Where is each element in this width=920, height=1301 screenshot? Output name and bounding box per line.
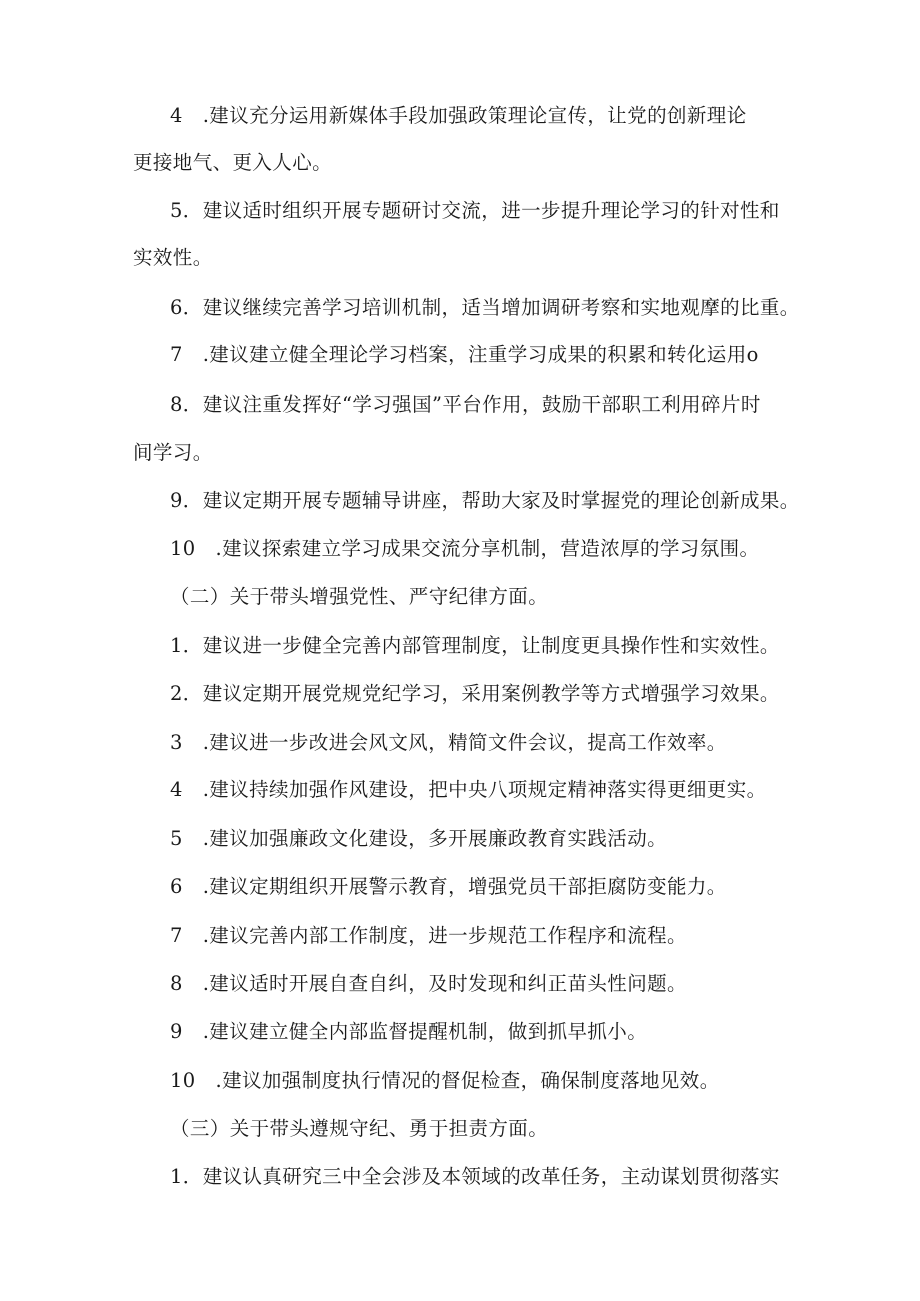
- text-line: 4 .建议充分运用新媒体手段加强政策理论宣传，让党的创新理论: [170, 104, 747, 127]
- text-line: 10 .建议探索建立学习成果交流分享机制，营造浓厚的学习氛围。: [170, 537, 760, 560]
- text-line: 5．建议适时组织开展专题研讨交流，进一步提升理论学习的针对性和: [170, 199, 780, 222]
- text-line: 9 .建议建立健全内部监督提醒机制，做到抓早抓小。: [170, 1020, 648, 1043]
- text-line: 10 .建议加强制度执行情况的督促检查，确保制度落地见效。: [170, 1069, 720, 1092]
- text-line: 2．建议定期开展党规党纪学习，采用案例教学等方式增强学习效果。: [170, 682, 780, 705]
- text-line: 7 .建议完善内部工作制度，进一步规范工作程序和流程。: [170, 924, 687, 947]
- section-heading: （三）关于带头遵规守纪、勇于担责方面。: [170, 1117, 549, 1140]
- text-line: 8．建议注重发挥好“学习强国”平台作用，鼓励干部职工利用碎片时: [170, 393, 761, 416]
- text-line: 间学习。: [133, 441, 213, 464]
- text-line: 实效性。: [133, 246, 213, 269]
- text-line: 4 .建议持续加强作风建设，把中央八项规定精神落实得更细更实。: [170, 778, 767, 801]
- text-line: 8 .建议适时开展自查自纠，及时发现和纠正苗头性问题。: [170, 972, 687, 995]
- text-line: 1．建议进一步健全完善内部管理制度，让制度更具操作性和实效性。: [170, 634, 780, 657]
- section-heading: （二）关于带头增强党性、严守纪律方面。: [170, 585, 549, 608]
- text-line: 6．建议继续完善学习培训机制，适当增加调研考察和实地观摩的比重。: [170, 296, 800, 319]
- text-line: 7 .建议建立健全理论学习档案，注重学习成果的积累和转化运用o: [170, 343, 759, 366]
- text-line: 9．建议定期开展专题辅导讲座，帮助大家及时掌握党的理论创新成果。: [170, 489, 800, 512]
- text-line: 更接地气、更入人心。: [133, 151, 333, 174]
- text-line: 3 .建议进一步改进会风文风，精简文件会议，提高工作效率。: [170, 731, 727, 754]
- text-line: 6 .建议定期组织开展警示教育，增强党员干部拒腐防变能力。: [170, 875, 727, 898]
- text-line: 1．建议认真研究三中全会涉及本领域的改革任务，主动谋划贯彻落实: [170, 1165, 780, 1188]
- text-line: 5 .建议加强廉政文化建设，多开展廉政教育实践活动。: [170, 827, 668, 850]
